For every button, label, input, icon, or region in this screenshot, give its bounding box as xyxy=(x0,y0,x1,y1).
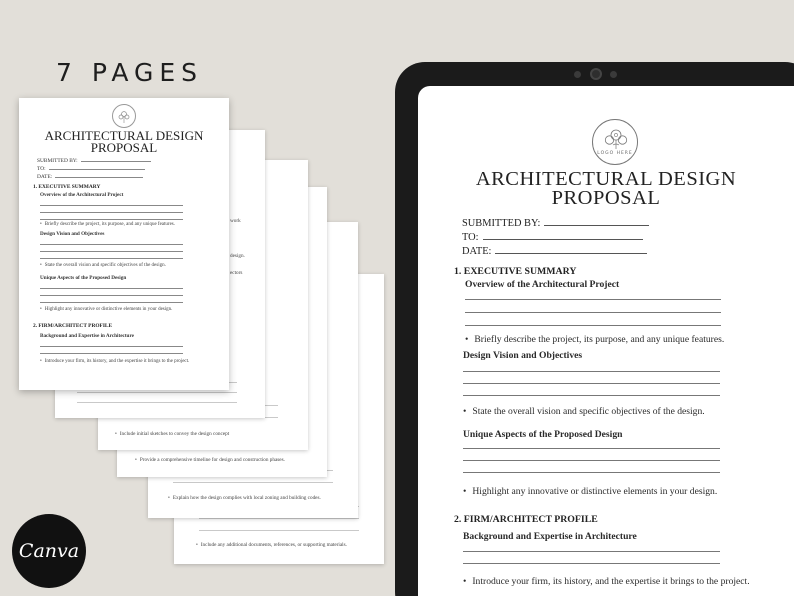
answer-line[interactable] xyxy=(463,383,720,384)
section-2-heading: 2. FIRM/ARCHITECT PROFILE xyxy=(454,514,598,525)
page-6-bullet: • Explain how the design complies with local zoning and building codes. xyxy=(168,495,321,501)
answer-line[interactable] xyxy=(465,312,721,313)
answer-line[interactable] xyxy=(463,472,720,473)
tablet-sensor-dot xyxy=(574,71,581,78)
answer-line[interactable] xyxy=(463,371,720,372)
answer-line[interactable] xyxy=(463,551,720,552)
section-1-subheading-unique: Unique Aspects of the Proposed Design xyxy=(463,429,623,440)
flower-icon xyxy=(593,120,639,166)
page-5-bullet: • Provide a comprehensive timeline for design and construction phases. xyxy=(135,457,285,463)
page-3-fragment-b: design. xyxy=(230,253,245,259)
page-3-fragment-c: ectors xyxy=(230,270,243,276)
page-4-bullet: • Include initial sketches to convey the design concept xyxy=(115,431,229,437)
to-field[interactable]: TO: xyxy=(462,230,643,243)
answer-line[interactable] xyxy=(465,325,721,326)
mini-section1-sub3: Unique Aspects of the Proposed Design xyxy=(40,275,127,281)
submitted-by-field[interactable]: SUBMITTED BY: xyxy=(462,216,649,229)
section-1-bullet-vision: • State the overall vision and specific objectives of the design. xyxy=(463,406,705,417)
logo-placeholder-text: LOGO HERE xyxy=(597,151,633,156)
mini-logo xyxy=(112,104,136,128)
pages-count-heading: 7 PAGES xyxy=(56,58,204,87)
mini-section1-sub1: Overview of the Architectural Project xyxy=(40,192,124,198)
section-1-subheading-overview: Overview of the Architectural Project xyxy=(465,279,620,290)
section-2-subheading-background: Background and Expertise in Architecture xyxy=(463,531,637,542)
mini-section1-bullet3: • Highlight any innovative or distinctive elements in your design. xyxy=(40,307,172,312)
mini-section1-heading: 1. EXECUTIVE SUMMARY xyxy=(33,184,101,190)
mini-section2-bullet1: • Introduce your firm, its history, and the expertise it brings to the project. xyxy=(40,359,189,364)
mini-section2-sub1: Background and Expertise in Architecture xyxy=(40,333,134,339)
section-1-subheading-vision: Design Vision and Objectives xyxy=(463,350,583,361)
mini-section1-sub2: Design Vision and Objectives xyxy=(40,231,105,237)
logo-placeholder xyxy=(592,119,638,165)
page-7-bullet: • Include any additional documents, references, or supporting materials. xyxy=(196,542,347,548)
answer-line[interactable] xyxy=(463,448,720,449)
mini-section2-heading: 2. FIRM/ARCHITECT PROFILE xyxy=(33,323,113,329)
section-2-bullet-background: • Introduce your firm, its history, and the expertise it brings to the project. xyxy=(463,576,750,587)
answer-line[interactable] xyxy=(465,299,721,300)
template-page-1 xyxy=(19,98,229,390)
mini-section1-bullet1: • Briefly describe the project, its purpose, and any unique features. xyxy=(40,222,175,227)
mini-document-title: ARCHITECTURAL DESIGN PROPOSAL xyxy=(44,128,204,155)
mini-section1-bullet2: • State the overall vision and specific objectives of the design. xyxy=(40,263,166,268)
tablet-sensor-dot xyxy=(610,71,617,78)
answer-line[interactable] xyxy=(463,563,720,564)
answer-line[interactable] xyxy=(463,460,720,461)
answer-line[interactable] xyxy=(463,395,720,396)
canva-logo-badge: Canva xyxy=(12,514,86,588)
section-1-bullet-unique: • Highlight any innovative or distinctive elements in your design. xyxy=(463,486,717,497)
date-field[interactable]: DATE: xyxy=(462,244,647,257)
section-1-bullet-overview: • Briefly describe the project, its purpose, and any unique features. xyxy=(465,334,724,345)
flower-icon xyxy=(116,108,132,124)
page-3-fragment-a: work xyxy=(230,218,241,224)
document-title: ARCHITECTURAL DESIGN PROPOSAL xyxy=(475,168,737,209)
mini-fields: SUBMITTED BY: TO: DATE: xyxy=(37,157,151,181)
section-1-heading: 1. EXECUTIVE SUMMARY xyxy=(454,266,577,277)
tablet-screen xyxy=(418,86,794,596)
tablet-camera xyxy=(590,68,602,80)
